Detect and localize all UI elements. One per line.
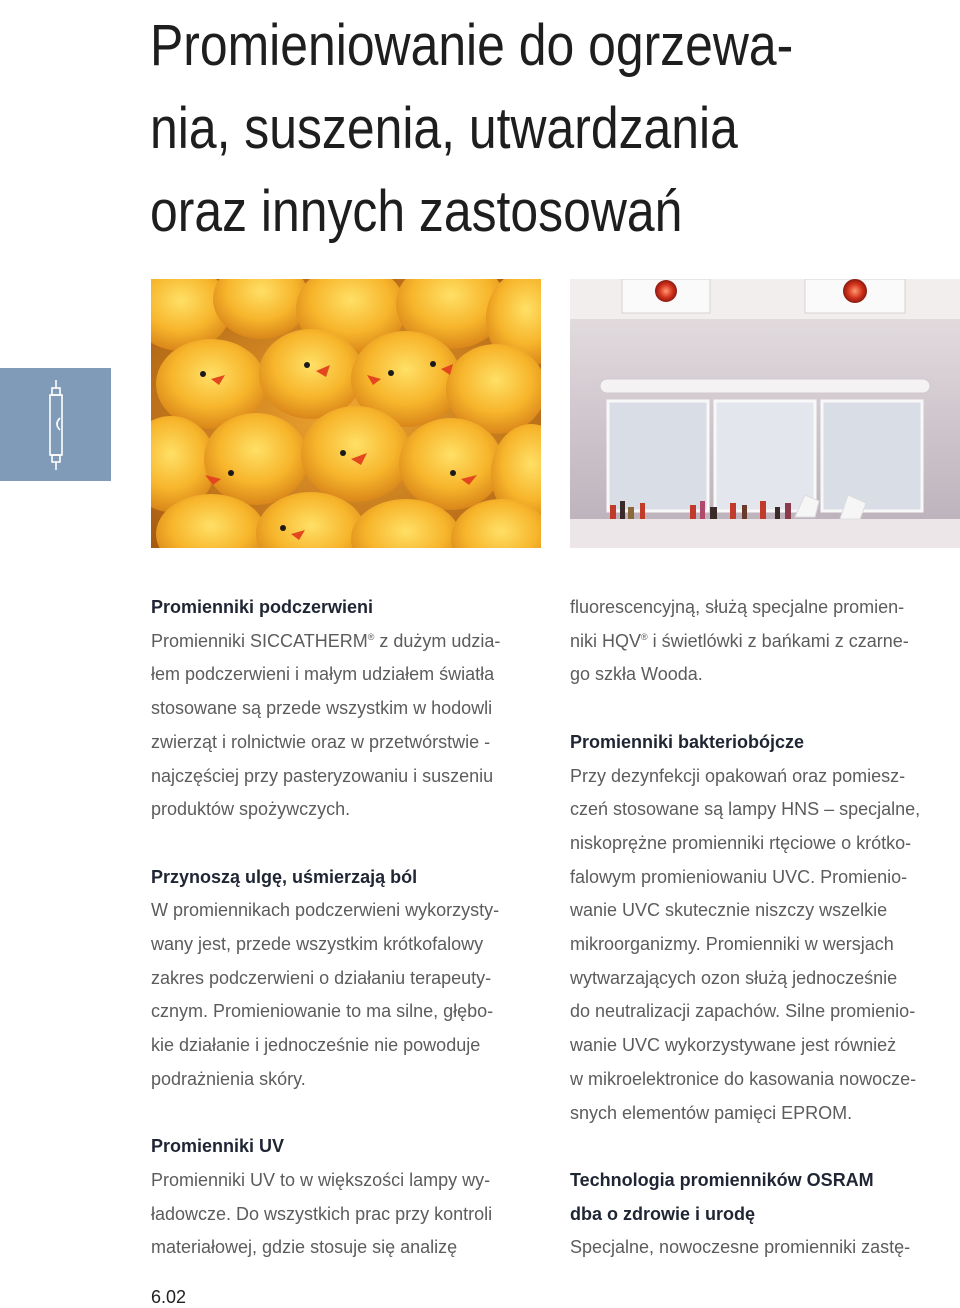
text-line: wanie UVC wykorzystywane jest również bbox=[570, 1035, 897, 1056]
text-line: W promiennikach podczerwieni wykorzysty- bbox=[151, 900, 500, 921]
section-relief bbox=[151, 861, 541, 1097]
text-line: Specjalne, nowoczesne promienniki zastę- bbox=[570, 1237, 911, 1258]
section-heading: Przynoszą ulgę, uśmierzają ból bbox=[151, 866, 418, 887]
text-fragment: z dużym udzia- bbox=[374, 630, 501, 651]
text-fragment: niki HQV bbox=[570, 630, 642, 651]
section-germicidal bbox=[570, 726, 960, 1130]
text-line: podrażnienia skóry. bbox=[151, 1068, 306, 1089]
text-line: wanie UVC skutecznie niszczy wszelkie bbox=[570, 900, 888, 921]
right-column bbox=[570, 591, 960, 1265]
section-heading: dba o zdrowie i urodę bbox=[570, 1203, 756, 1224]
text-line: niskoprężne promienniki rtęciowe o krótko- bbox=[570, 832, 912, 853]
chicks-photo bbox=[151, 279, 541, 548]
bathroom-heat-lamps-photo bbox=[570, 279, 960, 548]
text-line: Promienniki UV to w większości lampy wy- bbox=[151, 1169, 491, 1190]
text-line: fluorescencyjną, służą specjalne promien- bbox=[570, 597, 905, 617]
page-number: 6.02 bbox=[151, 1287, 187, 1307]
registered-mark: ® bbox=[641, 631, 648, 642]
lamp-tube-icon bbox=[0, 368, 111, 481]
text-line: cznym. Promieniowanie to ma silne, głębo- bbox=[151, 1001, 494, 1022]
title-line-2: nia, suszenia, utwardzania bbox=[150, 96, 738, 161]
text-line: snych elementów pamięci EPROM. bbox=[570, 1102, 853, 1123]
section-heading: Promienniki podczerwieni bbox=[151, 597, 374, 617]
text-line: ładowcze. Do wszystkich prac przy kontroli bbox=[151, 1203, 493, 1224]
text-line: stosowane są przede wszystkim w hodowli bbox=[151, 698, 493, 719]
section-heading: Promienniki bakteriobójcze bbox=[570, 731, 805, 752]
text-line: materiałowej, gdzie stosuje się analizę bbox=[151, 1237, 458, 1258]
title-line-1: Promieniowanie do ogrzewa- bbox=[150, 13, 794, 78]
text-line: łem podczerwieni i małym udziałem światła bbox=[151, 664, 495, 685]
left-column bbox=[151, 591, 541, 1265]
section-heading: Promienniki UV bbox=[151, 1136, 285, 1157]
text-line: mikroorganizmy. Promienniki w wersjach bbox=[570, 934, 894, 955]
text-fragment: Promienniki SICCATHERM bbox=[151, 630, 368, 651]
text-line: zwierząt i rolnictwie oraz w przetwórstwie - bbox=[151, 731, 491, 752]
text-line: wany jest, przede wszystkim krótkofalowy bbox=[151, 934, 484, 955]
text-line: kie działanie i jednocześnie nie powoduje bbox=[151, 1035, 481, 1056]
registered-mark: ® bbox=[367, 631, 375, 642]
text-line bbox=[151, 625, 541, 659]
section-heading: Technologia promienników OSRAM bbox=[570, 1169, 874, 1190]
text-line: go szkła Wooda. bbox=[570, 664, 703, 685]
text-fragment: i świetlówki z bańkami z czarne- bbox=[647, 630, 909, 651]
section-uv-continued bbox=[570, 591, 960, 692]
text-line: najczęściej przy pasteryzowaniu i suszeniu bbox=[151, 765, 494, 786]
page-title bbox=[150, 4, 829, 253]
title-line-3: oraz innych zastosowań bbox=[150, 179, 683, 244]
section-uv bbox=[151, 1130, 541, 1265]
text-line bbox=[570, 625, 960, 659]
text-line: falowym promieniowaniu UVC. Promienio- bbox=[570, 866, 908, 887]
text-line: Przy dezynfekcji opakowań oraz pomiesz- bbox=[570, 765, 906, 786]
text-line: wytwarzających ozon służą jednocześnie bbox=[570, 967, 898, 988]
section-osram-technology bbox=[570, 1164, 960, 1265]
text-line: czeń stosowane są lampy HNS – specjalne, bbox=[570, 799, 921, 820]
text-line: do neutralizacji zapachów. Silne promienio- bbox=[570, 1001, 916, 1022]
text-line: zakres podczerwieni o działaniu terapeuty- bbox=[151, 967, 492, 988]
side-tab bbox=[0, 368, 111, 481]
text-line: produktów spożywczych. bbox=[151, 799, 351, 820]
text-line: w mikroelektronice do kasowania nowocze- bbox=[570, 1068, 917, 1089]
section-infrared bbox=[151, 591, 541, 827]
